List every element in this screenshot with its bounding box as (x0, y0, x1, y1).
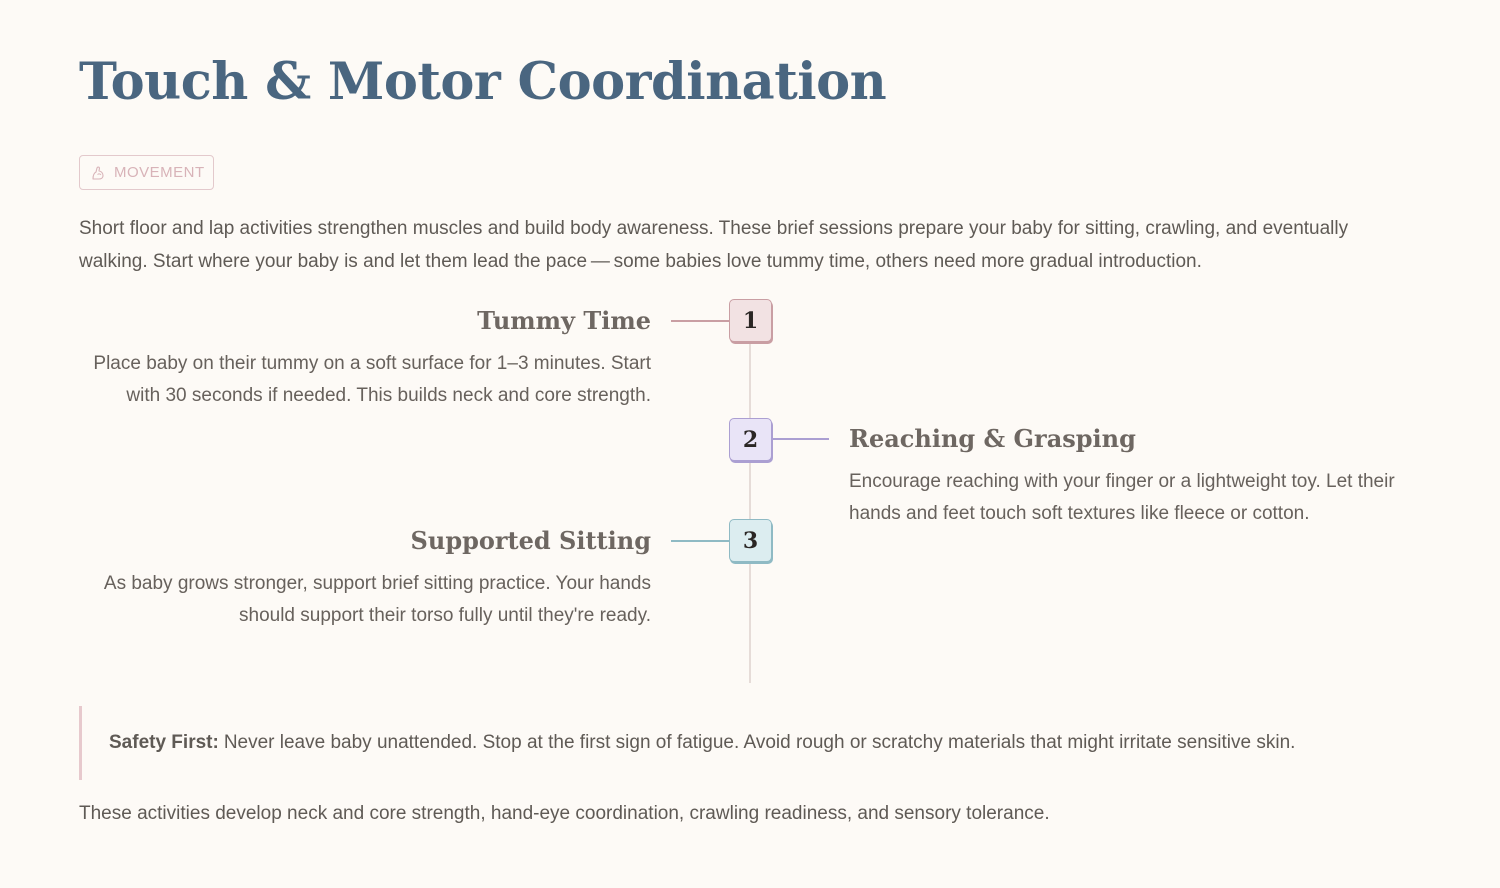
step-2-title: Reaching & Grasping (849, 424, 1136, 453)
step-3-number: 3 (729, 519, 772, 562)
step-2-connector (771, 438, 829, 440)
safety-label: Safety First: (109, 732, 219, 753)
safety-text: Never leave baby unattended. Stop at the first sign of fatigue. Avoid rough or scratchy materials that might irritate sensitive skin. (223, 732, 1296, 753)
step-1-connector (671, 320, 729, 322)
flexed-arm-icon (90, 165, 106, 181)
intro-paragraph: Short floor and lap activities strengthen muscles and build body awareness. These brief sessions prepare your baby for sitting, crawling, and eventually walking. Start where your baby is and let them lead the pace — some babies love tummy time, others need more gradual introduction. (79, 218, 1349, 272)
step-3-description: As baby grows stronger, support brief sitting practice. Your hands should support their torso fully until they're ready. (103, 573, 651, 626)
step-1-number: 1 (729, 299, 772, 342)
step-1-description: Place baby on their tummy on a soft surface for 1–3 minutes. Start with 30 seconds if needed. This builds neck and core strength. (93, 353, 651, 406)
page-title: Touch & Motor Coordination (79, 52, 887, 112)
step-3-title: Supported Sitting (410, 526, 651, 555)
category-tag (79, 155, 214, 190)
step-2-description: Encourage reaching with your finger or a lightweight toy. Let their hands and feet touch soft textures like fleece or cotton. (849, 471, 1395, 524)
step-2-number: 2 (729, 418, 772, 461)
safety-callout (79, 706, 1419, 780)
step-3-connector (671, 540, 729, 542)
step-1-title: Tummy Time (477, 306, 651, 335)
outro-paragraph: These activities develop neck and core strength, hand-eye coordination, crawling readiness, and sensory tolerance. (79, 803, 1050, 824)
timeline-spine (749, 322, 751, 683)
tag-label: MOVEMENT (114, 164, 205, 181)
